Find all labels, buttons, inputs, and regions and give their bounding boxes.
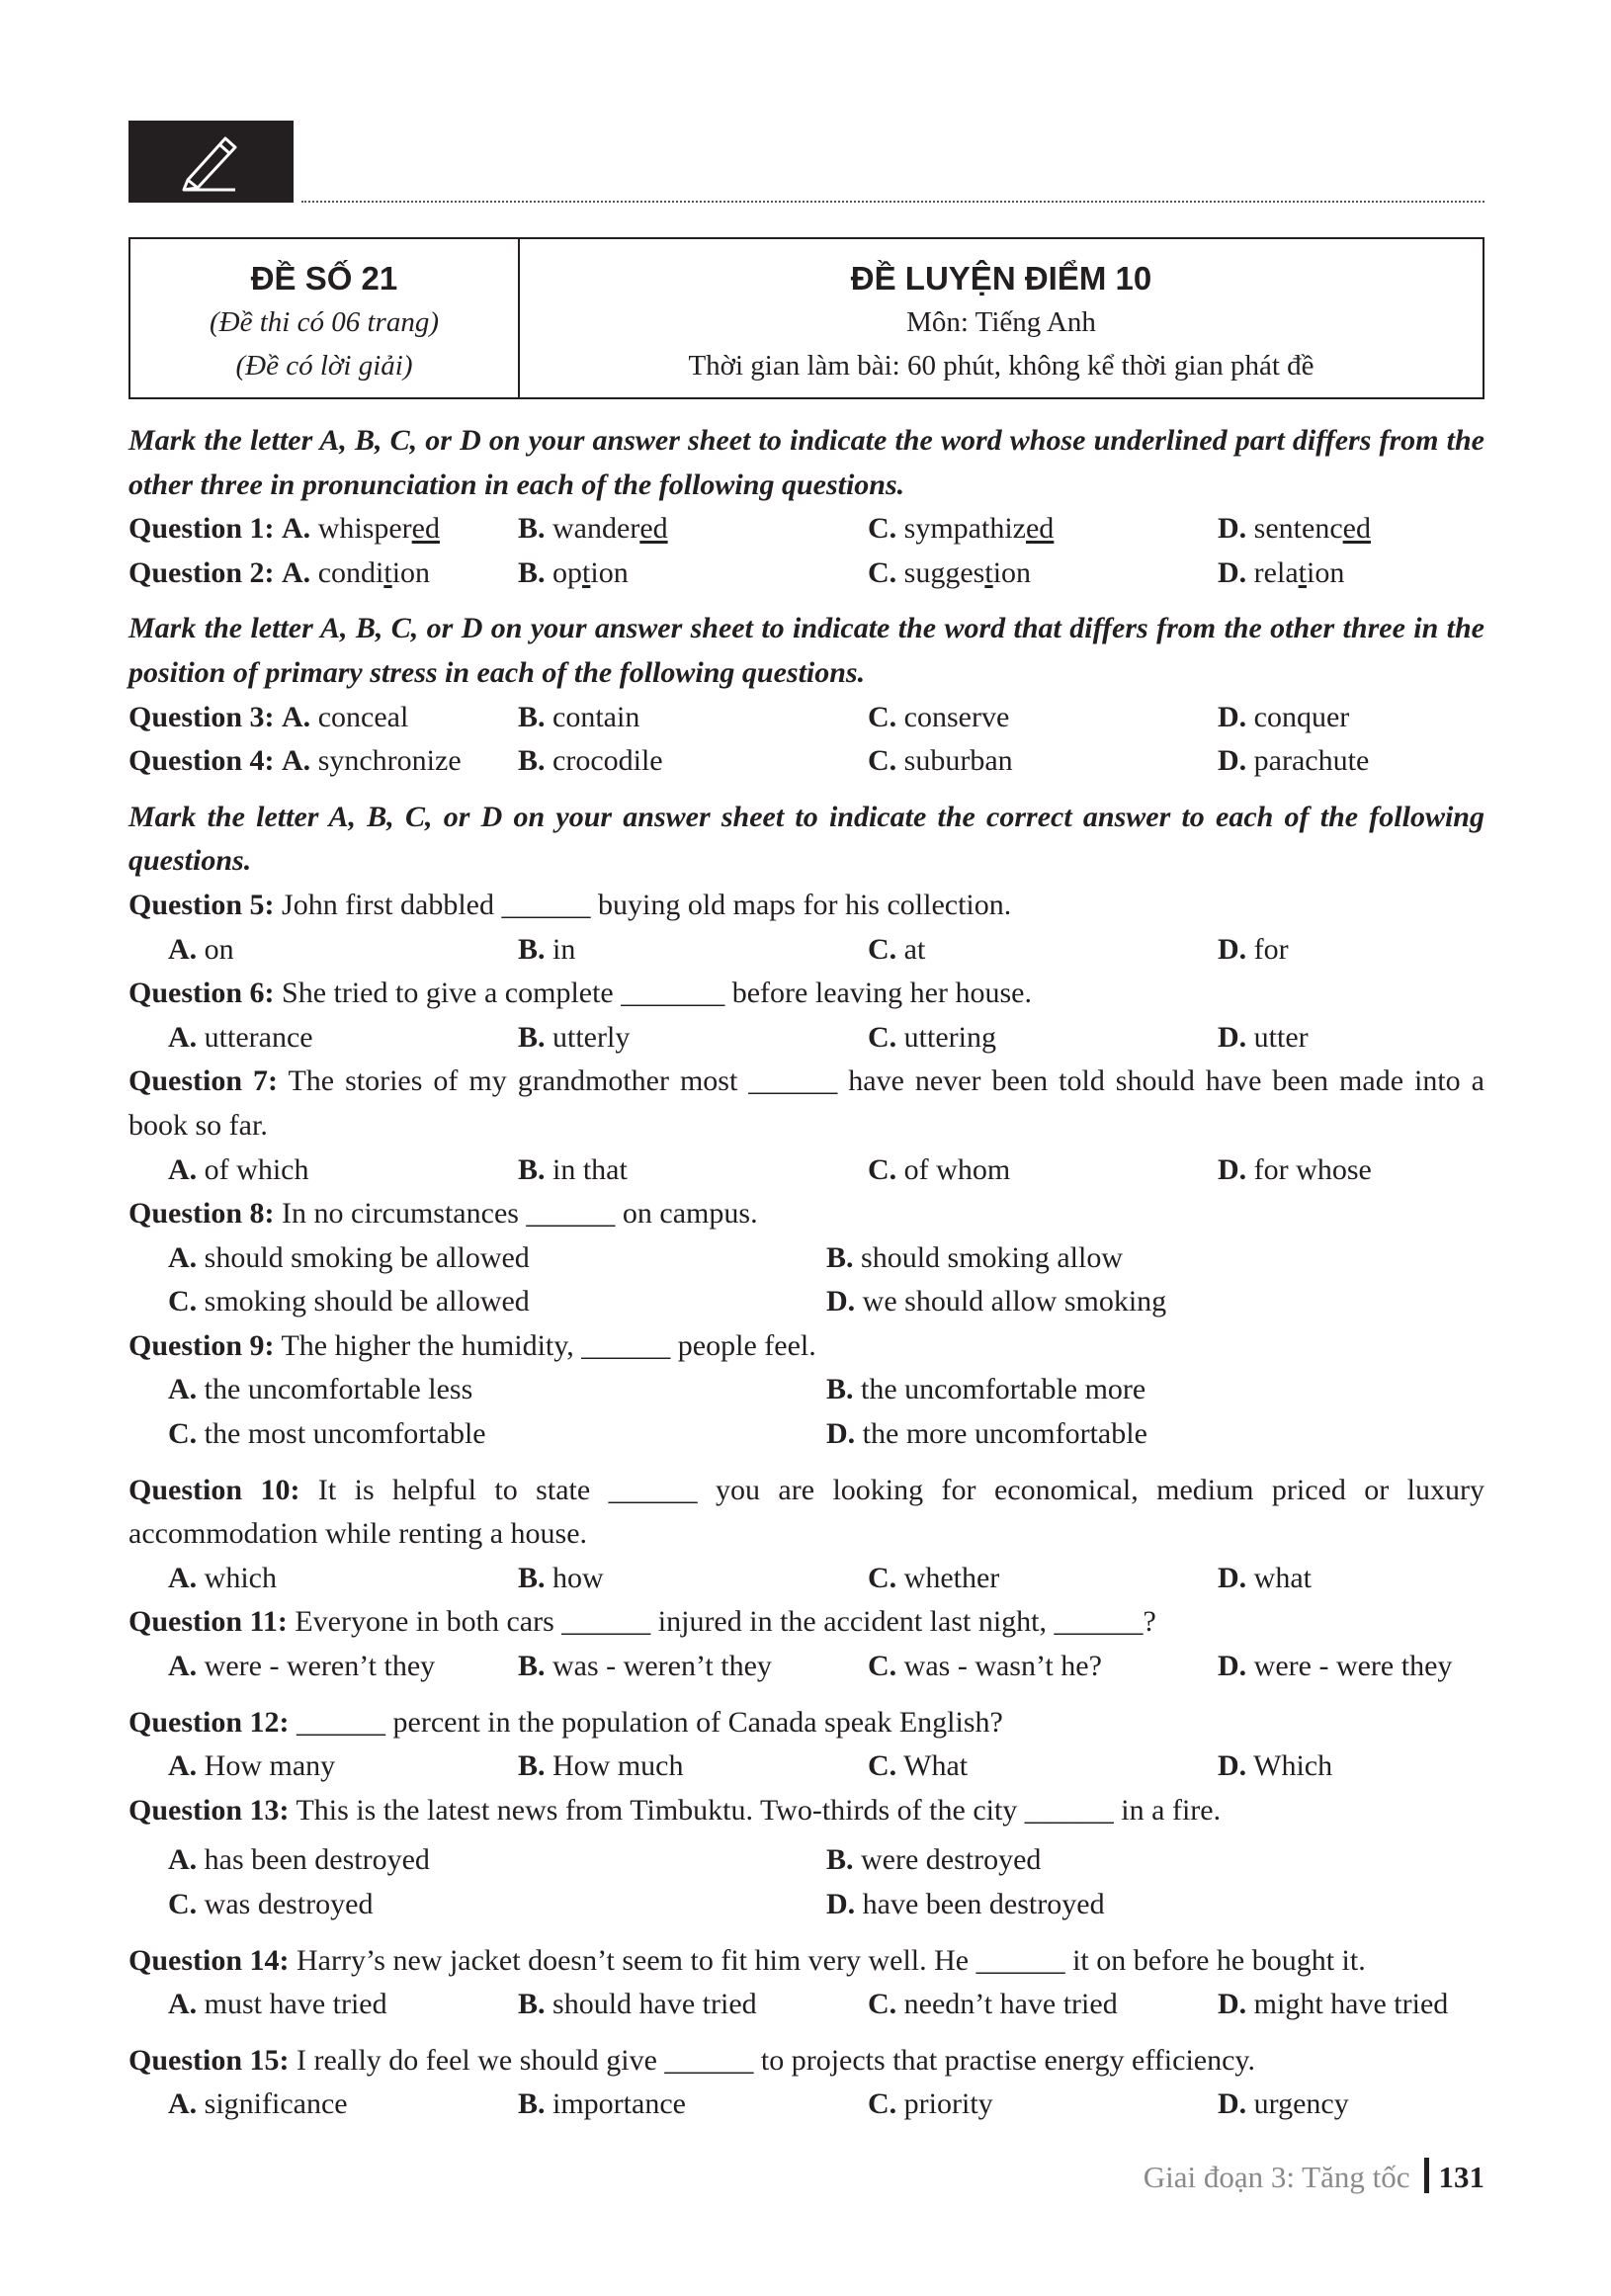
- option-a: A. utterance: [168, 1020, 313, 1054]
- instruction-stress: Mark the letter A, B, C, or D on your answer sheet to indicate the word that differs from the other three in the position of primary stress in each of the following questions.: [128, 612, 1484, 689]
- option-b: B. the uncomfortable more: [826, 1373, 1146, 1406]
- question-7-options: [128, 1148, 1484, 1193]
- header-right: [520, 239, 1483, 397]
- option-b: B. importance: [518, 2087, 686, 2121]
- option-a: A. of which: [168, 1152, 309, 1186]
- exam-number: ĐỀ SỐ 21: [250, 260, 398, 297]
- option-a: A. which: [168, 1561, 277, 1594]
- option-c: C. at: [868, 932, 926, 966]
- instruction-pronunciation: Mark the letter A, B, C, or D on your answer sheet to indicate the word whose underlined part differs from the other three in pronunciation in each of the following questions.: [128, 424, 1484, 501]
- option-b: B. in that: [518, 1152, 628, 1186]
- option-d: D. were - were they: [1218, 1650, 1453, 1683]
- option-c: C. was - wasn’t he?: [868, 1650, 1102, 1683]
- option-c: C. the most uncomfortable: [168, 1417, 486, 1451]
- question-4: Question 4: A. synchronize B. crocodile C. suburban D. parachute: [128, 744, 1370, 778]
- question-3: Question 3: A. conceal B. contain C. conserve D. conquer: [128, 700, 1350, 733]
- question-2: Question 2: A. condition B. option C. suggestion D. relation: [128, 555, 1345, 589]
- section-label: Giai đoạn 3: Tăng tốc: [1143, 2160, 1410, 2194]
- question-10-options: [128, 1557, 1484, 1601]
- question-14: Question 14: Harry’s new jacket doesn’t seem to fit him very well. He ______ it on before he bought it.: [128, 1943, 1366, 1977]
- solution-note: (Đề có lời giải): [235, 350, 413, 382]
- option-c: C. smoking should be allowed: [168, 1285, 530, 1318]
- option-b: B. was - weren’t they: [518, 1650, 772, 1683]
- subject: Môn: Tiếng Anh: [906, 306, 1096, 338]
- option-a: A. were - weren’t they: [168, 1650, 436, 1683]
- question-9-options-ab: [128, 1368, 1484, 1412]
- pencil-icon: [176, 130, 245, 192]
- question-11-options: [128, 1645, 1484, 1689]
- option-b: B. in: [518, 932, 576, 966]
- option-b: B. should have tried: [518, 1988, 757, 2021]
- option-d: D. Which: [1218, 1749, 1333, 1783]
- question-14-options: [128, 1983, 1484, 2027]
- exam-content: [128, 419, 1484, 2127]
- question-13-options-cd: [128, 1883, 1484, 1927]
- exam-header: [128, 237, 1484, 399]
- option-a: A. should smoking be allowed: [168, 1240, 530, 1274]
- option-d: D. have been destroyed: [826, 1888, 1105, 1920]
- question-5: Question 5: John first dabbled ______ buying old maps for his collection.: [128, 888, 1012, 921]
- footer-divider: [1424, 2158, 1429, 2193]
- option-b: B. should smoking allow: [826, 1240, 1124, 1274]
- question-12-options: [128, 1744, 1484, 1789]
- question-6: Question 6: She tried to give a complete _______ before leaving her house.: [128, 977, 1032, 1010]
- option-c: C. uttering: [868, 1020, 996, 1054]
- option-a: A. the uncomfortable less: [168, 1373, 473, 1406]
- instruction-correct-answer: Mark the letter A, B, C, or D on your answer sheet to indicate the correct answer to each of the following questions.: [128, 800, 1484, 878]
- question-13-options-ab: [128, 1838, 1484, 1883]
- option-d: D. utter: [1218, 1020, 1309, 1054]
- header-left: [130, 239, 520, 397]
- option-a: A. How many: [168, 1749, 336, 1783]
- option-c: C. What: [868, 1749, 969, 1783]
- question-8-options-ab: [128, 1236, 1484, 1281]
- option-d: D. the more uncomfortable: [826, 1417, 1147, 1451]
- option-c: C. needn’t have tried: [868, 1988, 1118, 2021]
- page-number: 131: [1438, 2160, 1484, 2194]
- option-a: A. significance: [168, 2087, 348, 2121]
- option-c: C. whether: [868, 1561, 1000, 1594]
- option-d: D. might have tried: [1218, 1988, 1449, 2021]
- question-8: Question 8: In no circumstances ______ on campus.: [128, 1197, 758, 1231]
- question-15-options: [128, 2083, 1484, 2127]
- time-limit: Thời gian làm bài: 60 phút, không kể thời gian phát đề: [688, 350, 1314, 382]
- page-count-note: (Đề thi có 06 trang): [210, 306, 439, 338]
- option-d: D. what: [1218, 1561, 1312, 1594]
- option-b: B. were destroyed: [826, 1843, 1042, 1877]
- exam-title: ĐỀ LUYỆN ĐIỂM 10: [850, 260, 1152, 297]
- option-c: C. priority: [868, 2087, 993, 2121]
- option-a: A. on: [168, 932, 234, 966]
- question-15: Question 15: I really do feel we should give ______ to projects that practise energy efficiency.: [128, 2043, 1255, 2077]
- question-6-options: [128, 1016, 1484, 1061]
- option-b: B. utterly: [518, 1020, 631, 1054]
- option-b: B. how: [518, 1561, 604, 1594]
- question-1: Question 1: A. whispered B. wandered C. sympathized D. sentenced: [128, 512, 1371, 546]
- question-7: Question 7: The stories of my grandmother most ______ have never been told should have been made into a book so far.: [128, 1064, 1484, 1142]
- option-d: D. for whose: [1218, 1152, 1372, 1186]
- question-5-options: [128, 928, 1484, 973]
- option-a: A. has been destroyed: [168, 1843, 430, 1877]
- option-c: C. of whom: [868, 1152, 1011, 1186]
- question-11: Question 11: Everyone in both cars ______ injured in the accident last night, ______?: [128, 1605, 1156, 1639]
- option-a: A. must have tried: [168, 1988, 387, 2021]
- page-footer: [0, 2158, 1484, 2195]
- option-b: B. How much: [518, 1749, 684, 1783]
- option-c: C. was destroyed: [168, 1888, 374, 1920]
- question-13: Question 13: This is the latest news from Timbuktu. Two-thirds of the city ______ in a fire.: [128, 1793, 1222, 1827]
- option-d: D. we should allow smoking: [826, 1285, 1167, 1318]
- option-d: D. for: [1218, 932, 1289, 966]
- question-12: Question 12: ______ percent in the population of Canada speak English?: [128, 1705, 1003, 1739]
- option-d: D. urgency: [1218, 2087, 1349, 2121]
- dotted-rule: [301, 201, 1484, 203]
- question-10: Question 10: It is helpful to state ______ you are looking for economical, medium priced or luxury accommodation while renting a house.: [128, 1473, 1484, 1551]
- question-9: Question 9: The higher the humidity, ______ people feel.: [128, 1328, 816, 1362]
- pencil-badge: [128, 121, 294, 203]
- question-9-options-cd: [128, 1412, 1484, 1457]
- question-8-options-cd: [128, 1280, 1484, 1324]
